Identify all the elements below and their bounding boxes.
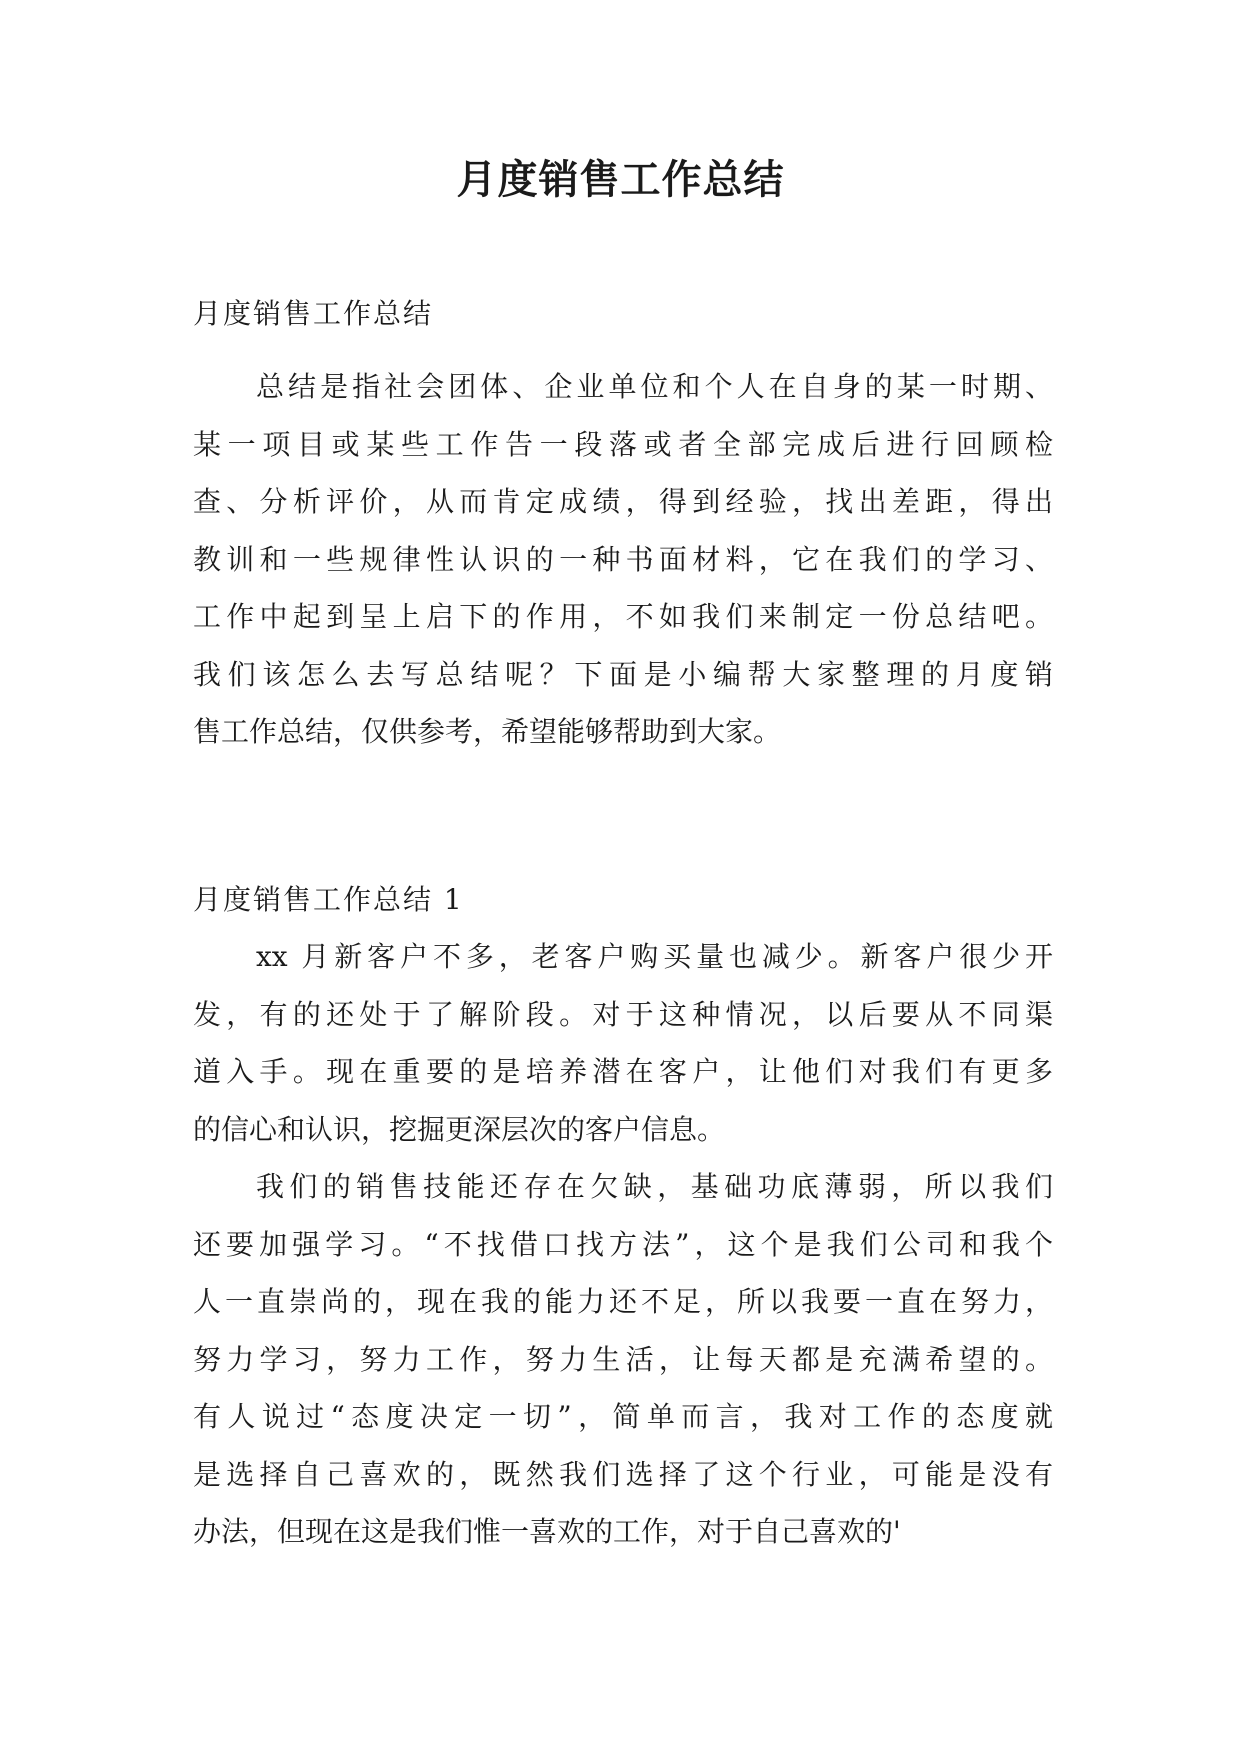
paragraph-line: 有人说过“态度决定一切”，简单而言，我对工作的态度就 [193, 1400, 1053, 1433]
paragraph-line: 工作中起到呈上启下的作用，不如我们来制定一份总结吧。 [193, 600, 1053, 633]
paragraph-line: 总结是指社会团体、企业单位和个人在自身的某一时期、 [256, 370, 1053, 403]
paragraph-line: 还要加强学习。“不找借口找方法”，这个是我们公司和我个 [193, 1227, 1053, 1261]
paragraph-line: 努力学习，努力工作，努力生活，让每天都是充满希望的。 [193, 1342, 1053, 1376]
paragraph-line: 办法，但现在这是我们惟一喜欢的工作，对于自己喜欢的' [193, 1515, 901, 1548]
section1-paragraph-2 [193, 1158, 1053, 1561]
paragraph-line: 的信心和认识，挖掘更深层次的客户信息。 [193, 1112, 726, 1146]
paragraph-line: 我们的销售技能还存在欠缺，基础功底薄弱，所以我们 [256, 1170, 1053, 1203]
paragraph-line: 道入手。现在重要的是培养潜在客户，让他们对我们有更多 [193, 1055, 1053, 1088]
intro-paragraph [193, 358, 1053, 761]
paragraph-line: 发，有的还处于了解阶段。对于这种情况，以后要从不同渠 [193, 997, 1053, 1031]
document-title: 月度销售工作总结 [456, 156, 785, 203]
section1-paragraph-1 [193, 928, 1053, 1158]
paragraph-line: 售工作总结，仅供参考，希望能够帮助到大家。 [193, 715, 782, 748]
paragraph-line: 教训和一些规律性认识的一种书面材料，它在我们的学习、 [193, 542, 1053, 576]
paragraph-line: 查、分析评价，从而肯定成绩，得到经验，找出差距，得出 [193, 485, 1053, 518]
document-subtitle: 月度销售工作总结 [193, 297, 434, 330]
paragraph-line: 人一直崇尚的，现在我的能力还不足，所以我要一直在努力， [193, 1285, 1053, 1318]
paragraph-line: xx 月新客户不多，老客户购买量也减少。新客户很少开 [256, 940, 1053, 973]
paragraph-line: 某一项目或某些工作告一段落或者全部完成后进行回顾检 [193, 427, 1053, 461]
paragraph-line: 是选择自己喜欢的，既然我们选择了这个行业，可能是没有 [193, 1457, 1053, 1491]
section-heading: 月度销售工作总结 1 [193, 883, 464, 916]
paragraph-line: 我们该怎么去写总结呢？下面是小编帮大家整理的月度销 [193, 657, 1053, 691]
